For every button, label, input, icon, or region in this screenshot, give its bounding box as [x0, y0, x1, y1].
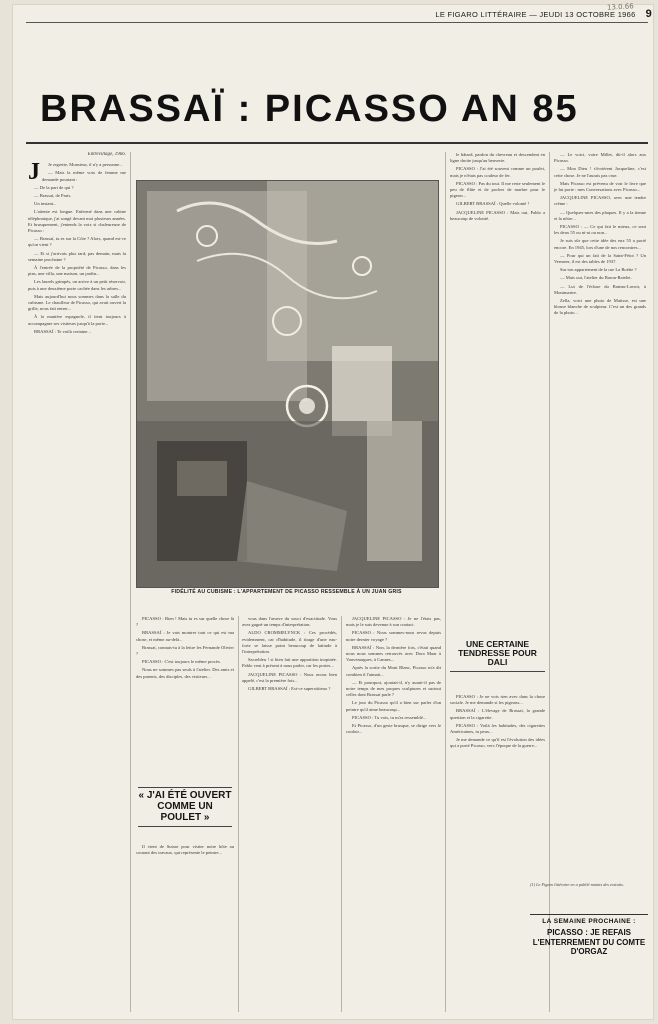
paragraph: BRASSAÏ : Je vais montrer tout ce qui est ma chose, et même au-delà...	[136, 630, 234, 642]
paragraph: — Mon Dieu ! s'écrièrent Jacqueline, c'est cette chose. Je ne l'aurais pas crue.	[554, 166, 646, 178]
paragraph: Nous ne sommes pas seuls à l'atelier. Des amis et des parents, des disciples, des visiteurs...	[136, 667, 234, 679]
paragraph: Je suis sûr que cette idée des eux 55 a porté encore. En 1945, lors d'une de nos rencontres...	[554, 238, 646, 250]
paragraph: Mais aujourd'hui nous sommes dans la salle du cubisme. Le chauffeur de Picasso, qui avait ouvert la grille, nous fait entrer...	[28, 293, 126, 312]
paragraph: Brassaï, connais-tu à la lettre les Fernande Olivier ?	[136, 644, 234, 657]
paragraph: — Et si j'arrivais plus tard, pas demain, mais la semaine prochaine ?	[28, 250, 126, 262]
column-rule	[445, 152, 446, 1012]
text-column-3	[242, 616, 337, 1012]
apartment-photograph	[136, 180, 439, 588]
paragraph: À l'entrée de la propriété de Picasso, dans les pins, une villa, une maison, un jardin...	[28, 265, 126, 277]
paragraph: — Mais oui, l'atelier du Baron-Ratelet.	[560, 275, 632, 281]
text-column-6	[554, 152, 646, 872]
paragraph: JACQUELINE PICASSO, avec une tendre crème :	[554, 195, 646, 207]
paragraph: Après la sortie du Mont Blanc, Picasso m'a dit combien il l'aimait...	[346, 665, 441, 677]
paragraph: vous dans l'œuvre du souci d'exactitude. Vous avez gagné un temps d'interprétation.	[242, 616, 337, 628]
paragraph: JACQUELINE PICASSO : Je ne l'étais pas, mais je le suis devenue à son contact.	[346, 616, 441, 628]
pull-quote-dali	[450, 640, 545, 675]
paragraph: — Et pourquoi, ajoutait-il, n'y aurait-il pas de notre temps de mes propres sculptures et surtout celles dont Brassaï parle ?	[346, 679, 441, 698]
dateline: Entrevillage, 1966.	[87, 152, 126, 157]
paragraph: ALDO CROMMELYNCK : Ces procédés, evidemment, car d'habitude, il tirage d'une eau-forte se laisse point beaucoup de latitude à l'interprétation.	[242, 630, 337, 655]
footnote-credit: (1) Le Figaro littéraire en a publié maints des extraits.	[530, 882, 624, 887]
paragraph: Le jour du Picasso qu'il a bien sur parler d'un peintre qu'il aime beaucoup...	[346, 700, 441, 712]
text-column-5	[450, 152, 545, 632]
paragraph: — Mais la même voix de femme me demande pourtant :	[42, 170, 126, 182]
paragraph: BRASSAÏ : Te voilà certaine...	[34, 328, 91, 334]
paragraph: PICASSO : Tu vois, tu m'as ressemblé...	[352, 714, 427, 720]
photo-caption: FIDÉLITÉ AU CUBISME : L'APPARTEMENT DE PICASSO RESSEMBLE À UN JUAN GRIS	[171, 589, 402, 595]
column-rule	[238, 616, 239, 1012]
next-week-label: LA SEMAINE PROCHAINE :	[530, 914, 648, 925]
text-column-1	[28, 152, 126, 1012]
photo-illustration	[137, 181, 438, 587]
running-head-text: LE FIGARO LITTÉRAIRE — JEUDI 13 OCTOBRE 1966	[435, 9, 636, 19]
text-column-4	[346, 616, 441, 1012]
paragraph: JACQUELINE PICASSO : Mais oui, Pablo a beaucoup de volonté.	[450, 209, 545, 221]
handwritten-note: 13.0.66	[607, 2, 635, 12]
text-column-2	[136, 616, 234, 776]
page-number: 9	[645, 8, 652, 20]
paragraph: BRASSAÏ : Non, la dernière fois, c'était quand nous nous sommes retrouvés avec Dora Maar à Vauvenargues, à Cannes...	[346, 644, 441, 663]
paragraph: — De la part de qui ?	[34, 184, 74, 190]
paragraph: Il vient de Suisse pour visiter notre hôte au courant des travaux, qui représente le peintre...	[136, 844, 234, 856]
paragraph: Les laurels grimpés, on arrive à un petit réservoir, puis à une deuxième porte cachée dans les arbres...	[28, 279, 126, 291]
paragraph: PICASSO : Pas du tout. Il me reste seulement le peu de flûte et de poches de marbre pour le pigeon...	[450, 180, 545, 199]
pull-quote-2-text: UNE CERTAINE TENDRESSE POUR DALI	[458, 639, 537, 668]
drop-cap: J	[28, 159, 40, 186]
paragraph: GILBERT BRASSAÏ : Quelle volonté !	[456, 201, 530, 207]
paragraph: L'attente est longue. Enfermé dans une cabine téléphonique, j'ai songé devant moi plusieurs années. Et brusquement, j'entends la voix si chaleureuse de Picasso :	[28, 209, 126, 234]
pull-quote-1-text: « J'AI ÉTÉ OUVERT COMME UN POULET »	[138, 790, 232, 823]
paragraph: BRASSAÏ : L'élevage de Brassaï, la grande question et la cigarette.	[450, 708, 545, 720]
paragraph: Sacrebleu ! si bien fait une apparition inopinée. Pablo veut à présent à nous parler, car les portes...	[242, 657, 337, 669]
text-column-5-lower	[450, 694, 545, 1012]
paragraph: À la manière espagnole, il tient toujours à accompagner ses visiteurs jusqu'à la porte...	[28, 314, 126, 326]
paragraph: — Lui de l'écluse du Bateau-Lavoir, à Montmartre.	[554, 283, 646, 295]
paragraph: Sur ton appartement de la rue La Boétie ?	[560, 267, 637, 273]
paragraph: Je me demande ce qu'il est l'évolution des idées qui a porté Picasso, vers l'époque de la guerre...	[450, 737, 545, 749]
headline-rule	[26, 142, 648, 144]
paragraph: Mais Picasso est prévenu de voir le livre que je lui porte : mes Conversations avec Picasso...	[554, 180, 646, 193]
paragraph: le bâtard, pardon du chevreau et descendent en ligne droite jusqu'au beuverie.	[450, 152, 545, 164]
paragraph: — Quelques-unes des plaques. Il y a la tienne et la nôtre...	[554, 209, 646, 221]
paragraph: PICASSO : Voilà les habitudes, des cigarettes Américaines, tu peux...	[450, 722, 545, 735]
paragraph: JACQUELINE PICASSO : Nous avons bien appelé, c'est la première fois...	[242, 671, 337, 683]
paragraph: PICASSO : Je ne vois rien avec dans la chose sociale. Je me demande si les pigeons...	[450, 694, 545, 706]
paragraph: Zella, voici une photo de Matisse, est une blouse blanche de sculpteur. C'est un des grands de la photo...	[554, 298, 646, 316]
paragraph: PICASSO : Nous sommes-nous revus depuis notre dernier voyage ?	[346, 630, 441, 642]
paragraph: — Pour qui un fait de la Saint-Fétot ? Un Vermeer, il est des tables de 1937.	[554, 252, 646, 265]
column-rule	[130, 152, 131, 1012]
paragraph: PICASSO : Bien ! Mais tu es sur quelle chose là ?	[136, 616, 234, 628]
paragraph: — Brassaï, de Paris.	[34, 193, 72, 199]
pull-quote-poulet	[138, 784, 232, 830]
paragraph: PICASSO : J'ai été souvent comme un poulet, mais je n'étais pas couleur de fer.	[450, 166, 545, 178]
paragraph: — Brassaï, tu es sur la Côte ? Alors, quand est-ce qu'on vient ?	[28, 236, 126, 248]
top-rule	[26, 22, 648, 23]
paragraph: PICASSO : — Ce qui fait le mieux, ce sont les deux 55 ou ni-ai ou non...	[554, 224, 646, 236]
paragraph: Et Picasso, d'un geste brusque, se dirige vers le couloir...	[346, 723, 441, 735]
text-column-2-lower	[136, 844, 234, 1012]
paragraph: PICASSO : C'est toujours le même procès.	[142, 659, 221, 665]
paragraph: GILBERT BRASSAÏ : Est-ce superstitieux ?	[248, 686, 331, 692]
next-week-box	[530, 914, 648, 957]
column-rule	[341, 616, 342, 1012]
paragraph: Un instant...	[34, 201, 57, 207]
newspaper-page	[12, 4, 654, 1020]
paragraph: — Le voici, votre Millet, dit-il alors aux Picasso.	[554, 152, 646, 164]
headline: BRASSAÏ : PICASSO AN 85	[40, 88, 579, 130]
next-week-title: PICASSO : JE REFAIS L'ENTERREMENT DU COMTE D'ORGAZ	[532, 928, 646, 956]
paragraph: Je regrette, Monsieur, il n'y a personne...	[48, 162, 123, 168]
